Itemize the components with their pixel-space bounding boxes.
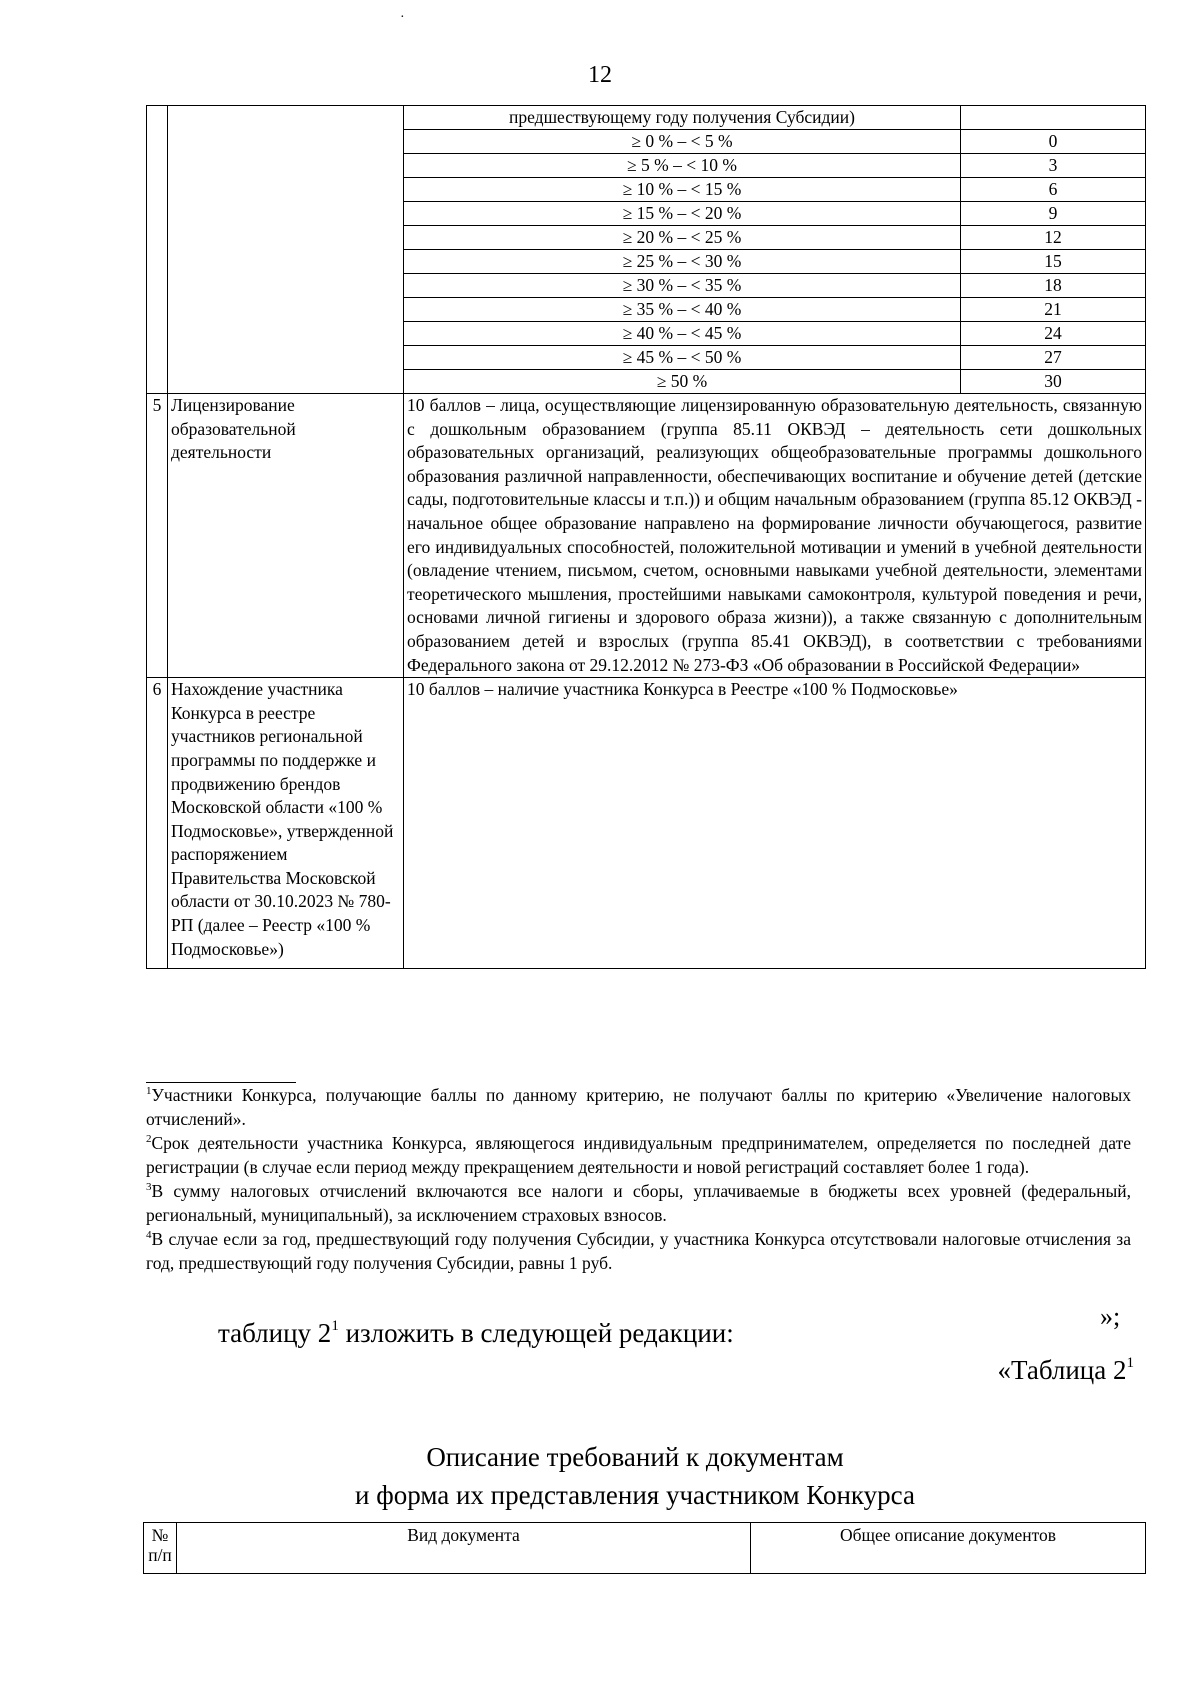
footnote-mark: 4	[146, 1229, 152, 1241]
score-cell: 21	[961, 298, 1146, 322]
footnote-text: Срок деятельности участника Конкурса, являющегося индивидуальным предпринимателем, определяется по последней дате регистрации (в случае если период между прекращением деятельности и новой регистраций составляет более 1 года).	[146, 1133, 1131, 1177]
doc-title-line2: и форма их представления участником Конкурса	[355, 1480, 915, 1510]
range-cell: ≥ 20 % – < 25 %	[404, 226, 961, 250]
footnote	[146, 1179, 1131, 1227]
num-cell	[147, 106, 168, 394]
page-number: 12	[588, 62, 612, 88]
range-cell: ≥ 25 % – < 30 %	[404, 250, 961, 274]
score-cell: 3	[961, 154, 1146, 178]
row-number: 5	[147, 394, 168, 678]
range-cell: ≥ 30 % – < 35 %	[404, 274, 961, 298]
score-cell: 30	[961, 370, 1146, 394]
criteria-table	[146, 105, 1146, 969]
score-cell: 18	[961, 274, 1146, 298]
closing-quote: »;	[1100, 1302, 1121, 1331]
name-cell	[168, 106, 404, 394]
table-label-sup: 1	[1126, 1355, 1134, 1371]
footnote-mark: 2	[146, 1133, 152, 1145]
documents-table-header	[143, 1522, 1146, 1574]
score-cell: 9	[961, 202, 1146, 226]
instruction-text	[218, 1318, 734, 1349]
footnote-text: В случае если за год, предшествующий году получения Субсидии, у участника Конкурса отсутствовали налоговые отчисления за год, предшествующий году получения Субсидии, равны 1 руб.	[146, 1229, 1131, 1273]
doc-title-line1: Описание требований к документам	[426, 1442, 844, 1472]
header-continuation: предшествующему году получения Субсидии)	[404, 106, 961, 130]
footnote	[146, 1131, 1131, 1179]
instruction-sup: 1	[331, 1318, 339, 1334]
range-cell: ≥ 40 % – < 45 %	[404, 322, 961, 346]
table-row	[147, 106, 1146, 130]
scan-dot: ·	[400, 10, 405, 25]
range-cell: ≥ 10 % – < 15 %	[404, 178, 961, 202]
footnote-text: Участники Конкурса, получающие баллы по данному критерию, не получают баллы по критерию «Увеличение налоговых отчислений».	[146, 1085, 1131, 1129]
row-number: 6	[147, 678, 168, 969]
footnote	[146, 1227, 1131, 1275]
range-cell: ≥ 5 % – < 10 %	[404, 154, 961, 178]
score-cell: 15	[961, 250, 1146, 274]
score-cell	[961, 106, 1146, 130]
table-row-6	[147, 678, 1146, 969]
doc-title	[0, 1438, 1200, 1514]
range-cell: ≥ 50 %	[404, 370, 961, 394]
criterion-name: Нахождение участника Конкурса в реестре участников региональной программы по поддержке и продвижению брендов Московской области «100 % Подмосковье», утвержденной распоряжением Правительства Московской области от 30.10.2023 № 780-РП (далее – Реестр «100 % Подмосковье»)	[168, 678, 404, 969]
score-cell: 24	[961, 322, 1146, 346]
range-cell: ≥ 35 % – < 40 %	[404, 298, 961, 322]
criterion-description: 10 баллов – наличие участника Конкурса в Реестре «100 % Подмосковье»	[404, 678, 1146, 969]
criterion-description: 10 баллов – лица, осуществляющие лицензированную образовательную деятельность, связанную с дошкольным образованием (группа 85.11 ОКВЭД – деятельность сети дошкольных образовательных организаций, реализующих общеобразовательные программы дошкольного образования различной направленности, обеспечивающих воспитание и обучение детей (детские сады, подготовительные классы и т.п.)) и общим начальным образованием (группа 85.12 ОКВЭД - начальное общее образование направлено на формирование личности обучающегося, развитие его индивидуальных способностей, положительной мотивации и умений в учебной деятельности (овладение чтением, письмом, счетом, основными навыками учебной деятельности, элементами теоретического мышления, простейшими навыками самоконтроля, культурой поведения и речи, основами личной гигиены и здорового образа жизни)), а также связанную с дополнительным образованием детей и взрослых (группа 85.41 ОКВЭД), в соответствии с требованиями Федерального закона от 29.12.2012 № 273-ФЗ «Об образовании в Российской Федерации»	[404, 394, 1146, 678]
footnote-text: В сумму налоговых отчислений включаются все налоги и сборы, уплачиваемые в бюджеты всех уровней (федеральный, региональный, муниципальный), за исключением страховых взносов.	[146, 1181, 1131, 1225]
footnote-mark: 1	[146, 1085, 152, 1097]
col-desc-header: Общее описание документов	[751, 1523, 1146, 1574]
footnotes	[146, 1083, 1131, 1275]
table-label-text: «Таблица 2	[997, 1355, 1127, 1385]
col-type-header: Вид документа	[177, 1523, 751, 1574]
table-header-row	[144, 1523, 1146, 1574]
table-label	[998, 1355, 1134, 1386]
col-num-header: № п/п	[144, 1523, 177, 1574]
instruction-after: изложить в следующей редакции:	[338, 1318, 734, 1348]
score-cell: 12	[961, 226, 1146, 250]
footnote	[146, 1083, 1131, 1131]
criterion-name: Лицензирование образовательной деятельности	[168, 394, 404, 678]
instruction-before: таблицу 2	[218, 1318, 332, 1348]
range-cell: ≥ 45 % – < 50 %	[404, 346, 961, 370]
range-cell: ≥ 15 % – < 20 %	[404, 202, 961, 226]
score-cell: 0	[961, 130, 1146, 154]
range-cell: ≥ 0 % – < 5 %	[404, 130, 961, 154]
footnote-mark: 3	[146, 1181, 152, 1193]
table-row-5	[147, 394, 1146, 678]
score-cell: 6	[961, 178, 1146, 202]
score-cell: 27	[961, 346, 1146, 370]
